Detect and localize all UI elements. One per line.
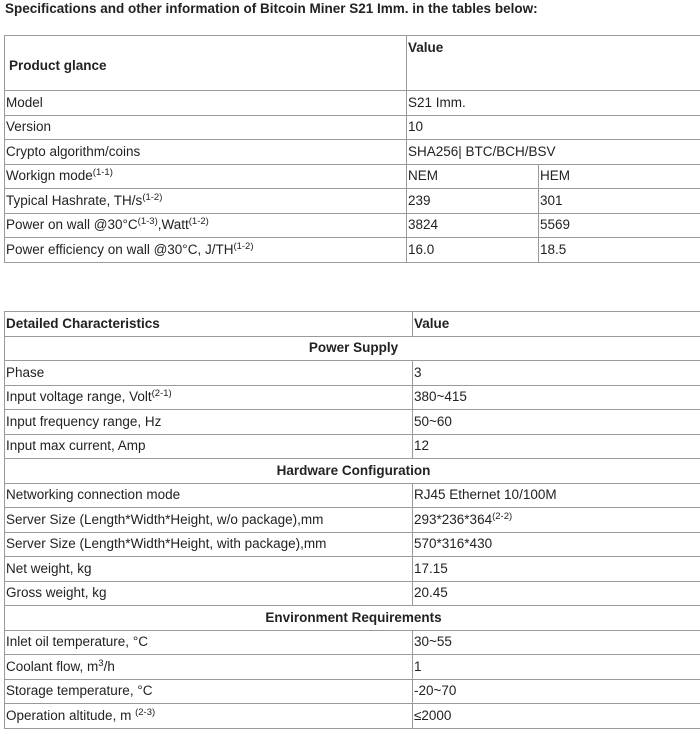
- table-row: [5, 115, 700, 140]
- row-label: Server Size (Length*Width*Height, with package),mm: [5, 532, 413, 557]
- table-row: [5, 213, 700, 238]
- footnote-ref: (1-3): [137, 216, 158, 228]
- table-row: [5, 581, 700, 606]
- row-label: Crypto algorithm/coins: [5, 140, 407, 165]
- row-value-hem: HEM: [539, 164, 700, 189]
- table-header-row: [5, 36, 700, 91]
- row-label: [5, 704, 413, 729]
- row-label: [5, 655, 413, 680]
- row-label: [5, 385, 413, 410]
- label-text: Power on wall @30°C: [6, 217, 138, 233]
- row-value: S21 Imm.: [407, 91, 700, 116]
- row-value-nem: 16.0: [407, 238, 539, 263]
- footnote-ref: 3: [98, 657, 104, 669]
- table-row: [5, 361, 700, 386]
- row-value: 17.15: [413, 557, 700, 582]
- section-title-environment: Environment Requirements: [5, 606, 700, 631]
- row-value-hem: 18.5: [539, 238, 700, 263]
- footnote-ref: (2-3): [135, 706, 156, 718]
- table-row: [5, 91, 700, 116]
- header-label: Detailed Characteristics: [5, 312, 413, 337]
- row-label: Input max current, Amp: [5, 434, 413, 459]
- page-heading: Specifications and other information of Bitcoin Miner S21 Imm. in the tables below:: [5, 1, 538, 16]
- label-text: Power efficiency on wall @30°C, J/TH: [6, 241, 234, 257]
- row-label: [5, 238, 407, 263]
- row-label: Phase: [5, 361, 413, 386]
- row-value: -20~70: [413, 679, 700, 704]
- table-row: [5, 140, 700, 165]
- row-label: Inlet oil temperature, °C: [5, 630, 413, 655]
- row-value-nem: 3824: [407, 213, 539, 238]
- row-label: Gross weight, kg: [5, 581, 413, 606]
- row-value-nem: 239: [407, 189, 539, 214]
- row-value-hem: 5569: [539, 213, 700, 238]
- section-title-hardware: Hardware Configuration: [5, 459, 700, 484]
- row-label: Version: [5, 115, 407, 140]
- table-row: [5, 704, 700, 729]
- table-row: [5, 508, 700, 533]
- label-text: Coolant flow, m: [6, 658, 99, 674]
- section-row: [5, 459, 700, 484]
- footnote-ref: (1-2): [233, 240, 254, 252]
- table-row: [5, 385, 700, 410]
- table-row: [5, 164, 700, 189]
- row-label: Input frequency range, Hz: [5, 410, 413, 435]
- table-row: [5, 532, 700, 557]
- table-row: [5, 630, 700, 655]
- row-value: 3: [413, 361, 700, 386]
- detailed-characteristics-table: [4, 311, 700, 729]
- footnote-ref: (1-2): [142, 191, 163, 203]
- footnote-ref: (1-2): [188, 216, 209, 228]
- footnote-ref: (2-2): [492, 510, 513, 522]
- row-value: 570*316*430: [413, 532, 700, 557]
- row-value: 1: [413, 655, 700, 680]
- label-text: Typical Hashrate, TH/s: [6, 192, 143, 208]
- row-value: SHA256| BTC/BCH/BSV: [407, 140, 700, 165]
- row-label: Server Size (Length*Width*Height, w/o package),mm: [5, 508, 413, 533]
- label-text: Operation altitude, m: [6, 707, 136, 723]
- row-label: Networking connection mode: [5, 483, 413, 508]
- header-value: Value: [407, 36, 700, 91]
- table-row: [5, 557, 700, 582]
- row-value: ≤2000: [413, 704, 700, 729]
- row-label: Net weight, kg: [5, 557, 413, 582]
- row-value: 30~55: [413, 630, 700, 655]
- label-text: /h: [103, 658, 115, 674]
- row-value: 12: [413, 434, 700, 459]
- row-label: [5, 189, 407, 214]
- row-label: [5, 213, 407, 238]
- table-row: [5, 410, 700, 435]
- table-row: [5, 679, 700, 704]
- label-text: ,Watt: [157, 217, 189, 233]
- footnote-ref: (1-1): [92, 167, 113, 179]
- row-label: [5, 164, 407, 189]
- table-row: [5, 189, 700, 214]
- table-row: [5, 655, 700, 680]
- row-value-hem: 301: [539, 189, 700, 214]
- table-row: [5, 238, 700, 263]
- row-value: 10: [407, 115, 700, 140]
- row-value: [413, 508, 700, 533]
- row-value: 50~60: [413, 410, 700, 435]
- table-row: [5, 434, 700, 459]
- section-row: [5, 336, 700, 361]
- product-glance-table: [4, 35, 700, 263]
- value-text: 293*236*364: [414, 511, 493, 527]
- row-label: Storage temperature, °C: [5, 679, 413, 704]
- row-value: RJ45 Ethernet 10/100M: [413, 483, 700, 508]
- label-text: Input voltage range, Volt: [6, 389, 152, 405]
- section-title-power-supply: Power Supply: [5, 336, 700, 361]
- header-value: Value: [413, 312, 700, 337]
- row-value-nem: NEM: [407, 164, 539, 189]
- footnote-ref: (2-1): [151, 388, 172, 400]
- table-header-row: [5, 312, 700, 337]
- section-row: [5, 606, 700, 631]
- row-value: 380~415: [413, 385, 700, 410]
- row-label: Model: [5, 91, 407, 116]
- header-label: Product glance: [5, 36, 407, 91]
- label-text: Workign mode: [6, 168, 93, 184]
- table-row: [5, 483, 700, 508]
- row-value: 20.45: [413, 581, 700, 606]
